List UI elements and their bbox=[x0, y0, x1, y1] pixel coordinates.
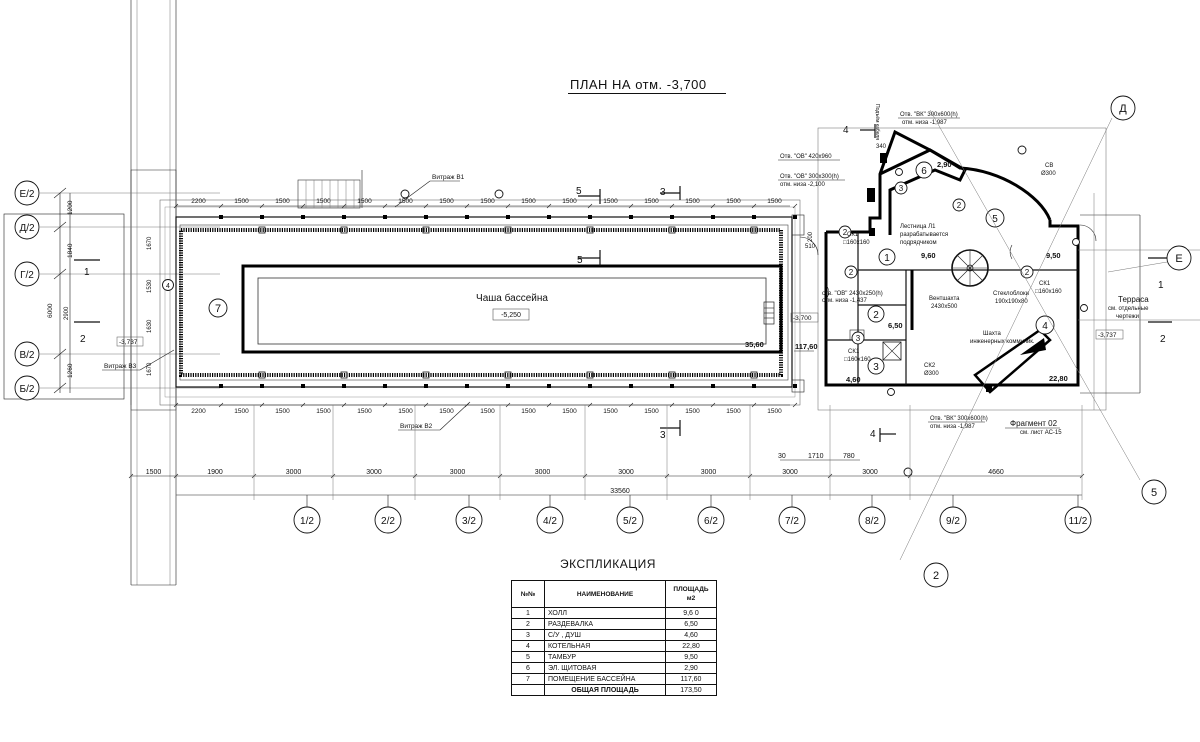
svg-text:6: 6 bbox=[921, 166, 927, 177]
column-marker bbox=[219, 215, 223, 219]
svg-text:6000: 6000 bbox=[47, 303, 54, 318]
bottom-dim-label: 1500 bbox=[316, 408, 331, 415]
svg-text:2: 2 bbox=[873, 310, 879, 321]
svg-text:Отв. "ВК" 300х600(h): Отв. "ВК" 300х600(h) bbox=[930, 416, 988, 422]
top-dim-label: 1500 bbox=[726, 198, 741, 205]
axis-dim-label: 3000 bbox=[782, 469, 798, 476]
vitrazh-b3-label: Витраж В3 bbox=[104, 363, 137, 370]
svg-text:1840: 1840 bbox=[67, 243, 74, 258]
column-marker bbox=[629, 215, 633, 219]
axis-bubble-label: 3/2 bbox=[462, 516, 476, 527]
top-dim-label: 2200 bbox=[191, 198, 206, 205]
axis-dim-label: 1500 bbox=[145, 469, 162, 476]
explication-cell-name: КОТЕЛЬНАЯ bbox=[545, 641, 666, 652]
marker-circle bbox=[495, 190, 503, 198]
svg-text:1630: 1630 bbox=[147, 319, 153, 333]
pool-bowl-label: Чаша бассейна bbox=[476, 293, 548, 304]
explication-cell-area: 22,80 bbox=[666, 641, 717, 652]
svg-text:3: 3 bbox=[898, 184, 904, 193]
svg-text:чертежи: чертежи bbox=[1116, 314, 1139, 320]
explication-cell-num: 7 bbox=[512, 674, 545, 685]
column-marker bbox=[711, 384, 715, 388]
column-marker bbox=[342, 215, 346, 219]
axis-dim-label: 4660 bbox=[988, 469, 1004, 476]
column-marker bbox=[301, 215, 305, 219]
svg-text:2: 2 bbox=[848, 268, 854, 277]
svg-text:Отв. "ОВ" 420х960: Отв. "ОВ" 420х960 bbox=[780, 154, 832, 160]
svg-text:СК2: СК2 bbox=[924, 363, 936, 369]
column-marker bbox=[219, 384, 223, 388]
svg-text:340: 340 bbox=[876, 144, 887, 150]
area-hall: 9,60 bbox=[921, 251, 936, 260]
svg-text:4: 4 bbox=[1042, 321, 1048, 332]
axis-bubble-label: В/2 bbox=[19, 350, 35, 361]
explication-cell-num: 6 bbox=[512, 663, 545, 674]
axis-bubble-label: 5/2 bbox=[623, 516, 637, 527]
svg-text:СК1: СК1 bbox=[847, 232, 859, 238]
area-shield: 2,90 bbox=[937, 160, 952, 169]
marker-circle bbox=[401, 190, 409, 198]
explication-total-area: 173,50 bbox=[666, 685, 717, 696]
explication-cell-name: РАЗДЕВАЛКА bbox=[545, 619, 666, 630]
column-marker bbox=[301, 384, 305, 388]
svg-text:2: 2 bbox=[932, 570, 940, 582]
explication-total-row bbox=[512, 685, 717, 696]
axis-dim-label: 3000 bbox=[285, 469, 302, 476]
level-right: -3,737 bbox=[1098, 332, 1117, 339]
svg-text:Е: Е bbox=[1175, 253, 1183, 265]
bottom-dim-label: 2200 bbox=[191, 408, 206, 415]
left-building-strip bbox=[131, 0, 176, 585]
explication-row bbox=[512, 652, 717, 663]
column-marker bbox=[670, 384, 674, 388]
svg-text:Терраса: Терраса bbox=[1118, 295, 1149, 304]
axis-bubble-label: Е/2 bbox=[19, 189, 35, 200]
axis-bubble-label: 11/2 bbox=[1068, 516, 1088, 527]
axis-bubble-label: Д/2 bbox=[19, 223, 35, 234]
axis-bubble-label: 4/2 bbox=[543, 516, 557, 527]
bottom-dim-label: 1500 bbox=[521, 408, 536, 415]
column-marker bbox=[260, 215, 264, 219]
explication-total-name: ОБЩАЯ ПЛОЩАДЬ bbox=[545, 685, 666, 696]
area-razd: 6,50 bbox=[888, 321, 903, 330]
svg-text:3: 3 bbox=[873, 362, 879, 373]
area-su: 4,60 bbox=[846, 375, 861, 384]
svg-text:Подъём кабеля: Подъём кабеля bbox=[874, 104, 880, 140]
axis-bubble-label: 1/2 bbox=[300, 516, 314, 527]
explication-cell-num: 4 bbox=[512, 641, 545, 652]
explication-cell-area: 2,90 bbox=[666, 663, 717, 674]
explication-cell-area: 6,50 bbox=[666, 619, 717, 630]
explication-cell-name: ТАМБУР bbox=[545, 652, 666, 663]
column-marker bbox=[547, 384, 551, 388]
svg-text:см. отдельные: см. отдельные bbox=[1108, 306, 1149, 312]
svg-text:Вентшахта: Вентшахта bbox=[929, 296, 960, 302]
column-marker bbox=[506, 384, 510, 388]
total-dimension: 33560 bbox=[610, 488, 630, 495]
col-area-header: ПЛОЩАДЬ м2 bbox=[666, 581, 717, 608]
explication-cell-num: 2 bbox=[512, 619, 545, 630]
bottom-dim-label: 1500 bbox=[275, 408, 290, 415]
column-marker bbox=[629, 384, 633, 388]
explication-cell-area: 9,50 bbox=[666, 652, 717, 663]
svg-text:1: 1 bbox=[884, 253, 890, 264]
svg-text:4: 4 bbox=[843, 125, 849, 136]
explication-cell-name: ХОЛЛ bbox=[545, 608, 666, 619]
svg-text:Д: Д bbox=[1119, 103, 1127, 115]
svg-text:2: 2 bbox=[842, 228, 848, 237]
column-marker bbox=[383, 384, 387, 388]
bottom-axis-bubbles bbox=[294, 495, 1091, 533]
bottom-dim-label: 1500 bbox=[398, 408, 413, 415]
axis-bubble-label: 8/2 bbox=[865, 516, 879, 527]
column-marker bbox=[752, 215, 756, 219]
svg-text:подрядчиком: подрядчиком bbox=[900, 240, 937, 246]
svg-text:1: 1 bbox=[84, 267, 90, 278]
svg-text:отм. низа -2,100: отм. низа -2,100 bbox=[780, 182, 825, 188]
svg-text:2430х500: 2430х500 bbox=[931, 304, 958, 310]
svg-text:□160х160: □160х160 bbox=[1035, 289, 1062, 295]
explication-title: ЭКСПЛИКАЦИЯ bbox=[560, 557, 656, 571]
axis-bubble-label: 9/2 bbox=[946, 516, 960, 527]
column-marker bbox=[465, 384, 469, 388]
svg-text:3: 3 bbox=[855, 334, 861, 343]
pool-area: 35,60 bbox=[745, 340, 764, 349]
column-marker bbox=[547, 215, 551, 219]
top-dim-label: 1500 bbox=[480, 198, 495, 205]
area-tambur: 9,50 bbox=[1046, 251, 1061, 260]
top-dim-label: 1500 bbox=[562, 198, 577, 205]
axis-dim-label: 3000 bbox=[862, 469, 878, 476]
explication-cell-area: 9,6 0 bbox=[666, 608, 717, 619]
top-dim-label: 1500 bbox=[685, 198, 700, 205]
svg-text:Шахта: Шахта bbox=[983, 331, 1001, 337]
axis-dim-label: 3000 bbox=[449, 469, 466, 476]
svg-text:СК1: СК1 bbox=[1039, 281, 1051, 287]
axis-bubble-label: 6/2 bbox=[704, 516, 718, 527]
vitrazh-b1-label: Витраж В1 bbox=[432, 174, 465, 181]
axis-dim-label: 1900 bbox=[207, 469, 223, 476]
explication-cell-num: 1 bbox=[512, 608, 545, 619]
explication-cell-name: ПОМЕЩЕНИЕ БАССЕЙНА bbox=[545, 674, 666, 685]
svg-text:разрабатывается: разрабатывается bbox=[900, 232, 949, 238]
column-marker bbox=[465, 215, 469, 219]
explication-row bbox=[512, 608, 717, 619]
svg-text:7: 7 bbox=[214, 303, 222, 315]
bottom-dim-label: 1500 bbox=[685, 408, 700, 415]
svg-text:2900: 2900 bbox=[64, 306, 70, 320]
svg-text:1670: 1670 bbox=[147, 236, 153, 250]
column-marker bbox=[711, 215, 715, 219]
svg-text:1200: 1200 bbox=[67, 200, 74, 215]
svg-text:2: 2 bbox=[1024, 268, 1030, 277]
column-marker bbox=[752, 384, 756, 388]
top-dim-label: 1500 bbox=[521, 198, 536, 205]
explication-cell-area: 4,60 bbox=[666, 630, 717, 641]
svg-text:□160х160: □160х160 bbox=[843, 240, 870, 246]
svg-text:Отв. "ВК" 300х600(h): Отв. "ВК" 300х600(h) bbox=[900, 112, 958, 118]
svg-text:отм. низа -1,987: отм. низа -1,987 bbox=[902, 120, 947, 126]
svg-text:200: 200 bbox=[808, 231, 814, 242]
area-boiler: 22,80 bbox=[1049, 374, 1068, 383]
vitrazh-b2-label: Витраж В2 bbox=[400, 423, 433, 430]
axis-dim-label: 3000 bbox=[618, 469, 634, 476]
column-marker bbox=[506, 215, 510, 219]
top-dim-label: 1500 bbox=[234, 198, 249, 205]
svg-text:Отв. "ОВ" 300х300(h): Отв. "ОВ" 300х300(h) bbox=[780, 174, 839, 180]
top-dim-label: 1500 bbox=[316, 198, 331, 205]
svg-text:4: 4 bbox=[166, 283, 170, 290]
explication-row bbox=[512, 674, 717, 685]
bottom-dim-label: 1500 bbox=[767, 408, 782, 415]
column-marker bbox=[670, 215, 674, 219]
svg-text:5: 5 bbox=[1150, 487, 1158, 499]
room7-area: 117,60 bbox=[795, 342, 818, 351]
svg-text:1: 1 bbox=[1158, 280, 1164, 291]
svg-text:5: 5 bbox=[992, 214, 998, 225]
bottom-dim-label: 1500 bbox=[726, 408, 741, 415]
bottom-dim-label: 1500 bbox=[357, 408, 372, 415]
explication-cell-name: ЭЛ. ЩИТОВАЯ bbox=[545, 663, 666, 674]
col-name-header: НАИМЕНОВАНИЕ bbox=[545, 581, 666, 608]
svg-text:1710: 1710 bbox=[808, 453, 824, 460]
svg-text:190х190х80: 190х190х80 bbox=[995, 299, 1028, 305]
column-marker bbox=[588, 215, 592, 219]
bottom-dim-label: 1500 bbox=[562, 408, 577, 415]
top-dim-label: 1500 bbox=[439, 198, 454, 205]
top-dim-label: 1500 bbox=[767, 198, 782, 205]
svg-text:2: 2 bbox=[1160, 334, 1166, 345]
explication-cell-name: С/У , ДУШ bbox=[545, 630, 666, 641]
svg-text:Фрагмент 02: Фрагмент 02 bbox=[1010, 419, 1058, 428]
explication-row bbox=[512, 663, 717, 674]
svg-text:отм. низа -1,987: отм. низа -1,987 bbox=[930, 424, 975, 430]
svg-text:1530: 1530 bbox=[147, 279, 153, 293]
axis-bubble-label: Г/2 bbox=[20, 270, 34, 281]
svg-text:510: 510 bbox=[805, 244, 816, 250]
top-dim-label: 1500 bbox=[398, 198, 413, 205]
top-dim-label: 1500 bbox=[644, 198, 659, 205]
svg-text:СВ: СВ bbox=[1045, 163, 1054, 169]
explication-row bbox=[512, 641, 717, 652]
svg-text:Лестница Л1: Лестница Л1 bbox=[900, 224, 936, 230]
column-marker bbox=[424, 384, 428, 388]
column-marker bbox=[260, 384, 264, 388]
entry-stairs bbox=[298, 170, 362, 208]
column-marker bbox=[793, 384, 797, 388]
svg-text:5: 5 bbox=[576, 186, 582, 197]
svg-text:3: 3 bbox=[660, 187, 666, 198]
svg-text:4: 4 bbox=[870, 429, 876, 440]
level-mid: -3,700 bbox=[793, 315, 812, 322]
svg-text:780: 780 bbox=[843, 453, 855, 460]
level-left: -3,737 bbox=[119, 339, 138, 346]
svg-text:отв. "ОВ" 2430х250(h): отв. "ОВ" 2430х250(h) bbox=[822, 291, 883, 297]
column-marker bbox=[424, 215, 428, 219]
bottom-dim-label: 1500 bbox=[439, 408, 454, 415]
section-marks bbox=[74, 124, 1172, 442]
svg-text:Стеклоблоки: Стеклоблоки bbox=[993, 291, 1029, 297]
top-dim-label: 1500 bbox=[275, 198, 290, 205]
axis-dim-label: 3000 bbox=[534, 469, 551, 476]
plan-title: ПЛАН НА отм. -3,700 bbox=[570, 77, 707, 92]
column-marker bbox=[342, 384, 346, 388]
svg-text:2: 2 bbox=[956, 201, 962, 210]
pool-level: -5,250 bbox=[501, 312, 521, 319]
top-dim-label: 1500 bbox=[357, 198, 372, 205]
svg-text:2: 2 bbox=[80, 334, 86, 345]
explication-cell-area: 117,60 bbox=[666, 674, 717, 685]
column-marker bbox=[588, 384, 592, 388]
svg-text:Ø300: Ø300 bbox=[924, 371, 939, 377]
axis-bubble-label: 2/2 bbox=[381, 516, 395, 527]
svg-text:отм. низа -1,437: отм. низа -1,437 bbox=[822, 298, 867, 304]
svg-text:1260: 1260 bbox=[67, 363, 74, 378]
svg-text:1670: 1670 bbox=[147, 362, 153, 376]
svg-text:5: 5 bbox=[577, 255, 583, 266]
svg-text:см. лист АС-15: см. лист АС-15 bbox=[1020, 430, 1062, 436]
bottom-dim-label: 1500 bbox=[644, 408, 659, 415]
column-marker bbox=[793, 215, 797, 219]
bottom-dim-label: 1500 bbox=[234, 408, 249, 415]
explication-row bbox=[512, 630, 717, 641]
svg-text:30: 30 bbox=[778, 453, 786, 460]
top-dim-label: 1500 bbox=[603, 198, 618, 205]
bottom-dim-label: 1500 bbox=[480, 408, 495, 415]
bottom-dim-label: 1500 bbox=[603, 408, 618, 415]
axis-dim-label: 3000 bbox=[366, 469, 382, 476]
svg-text:Ø300: Ø300 bbox=[1041, 171, 1056, 177]
svg-text:СК1: СК1 bbox=[848, 349, 860, 355]
axis-dim-label: 3000 bbox=[700, 469, 717, 476]
svg-text:□160х160: □160х160 bbox=[844, 357, 871, 363]
svg-text:инженерных коммуник.: инженерных коммуник. bbox=[970, 339, 1035, 345]
axis-bubble-label: 7/2 bbox=[785, 516, 799, 527]
axis-bubble-label: Б/2 bbox=[19, 384, 35, 395]
svg-text:3: 3 bbox=[660, 430, 666, 441]
explication-cell-num: 3 bbox=[512, 630, 545, 641]
column-marker bbox=[383, 215, 387, 219]
explication-cell-num: 5 bbox=[512, 652, 545, 663]
explication-table bbox=[511, 580, 717, 696]
col-num-header: №№ bbox=[512, 581, 545, 608]
explication-row bbox=[512, 619, 717, 630]
